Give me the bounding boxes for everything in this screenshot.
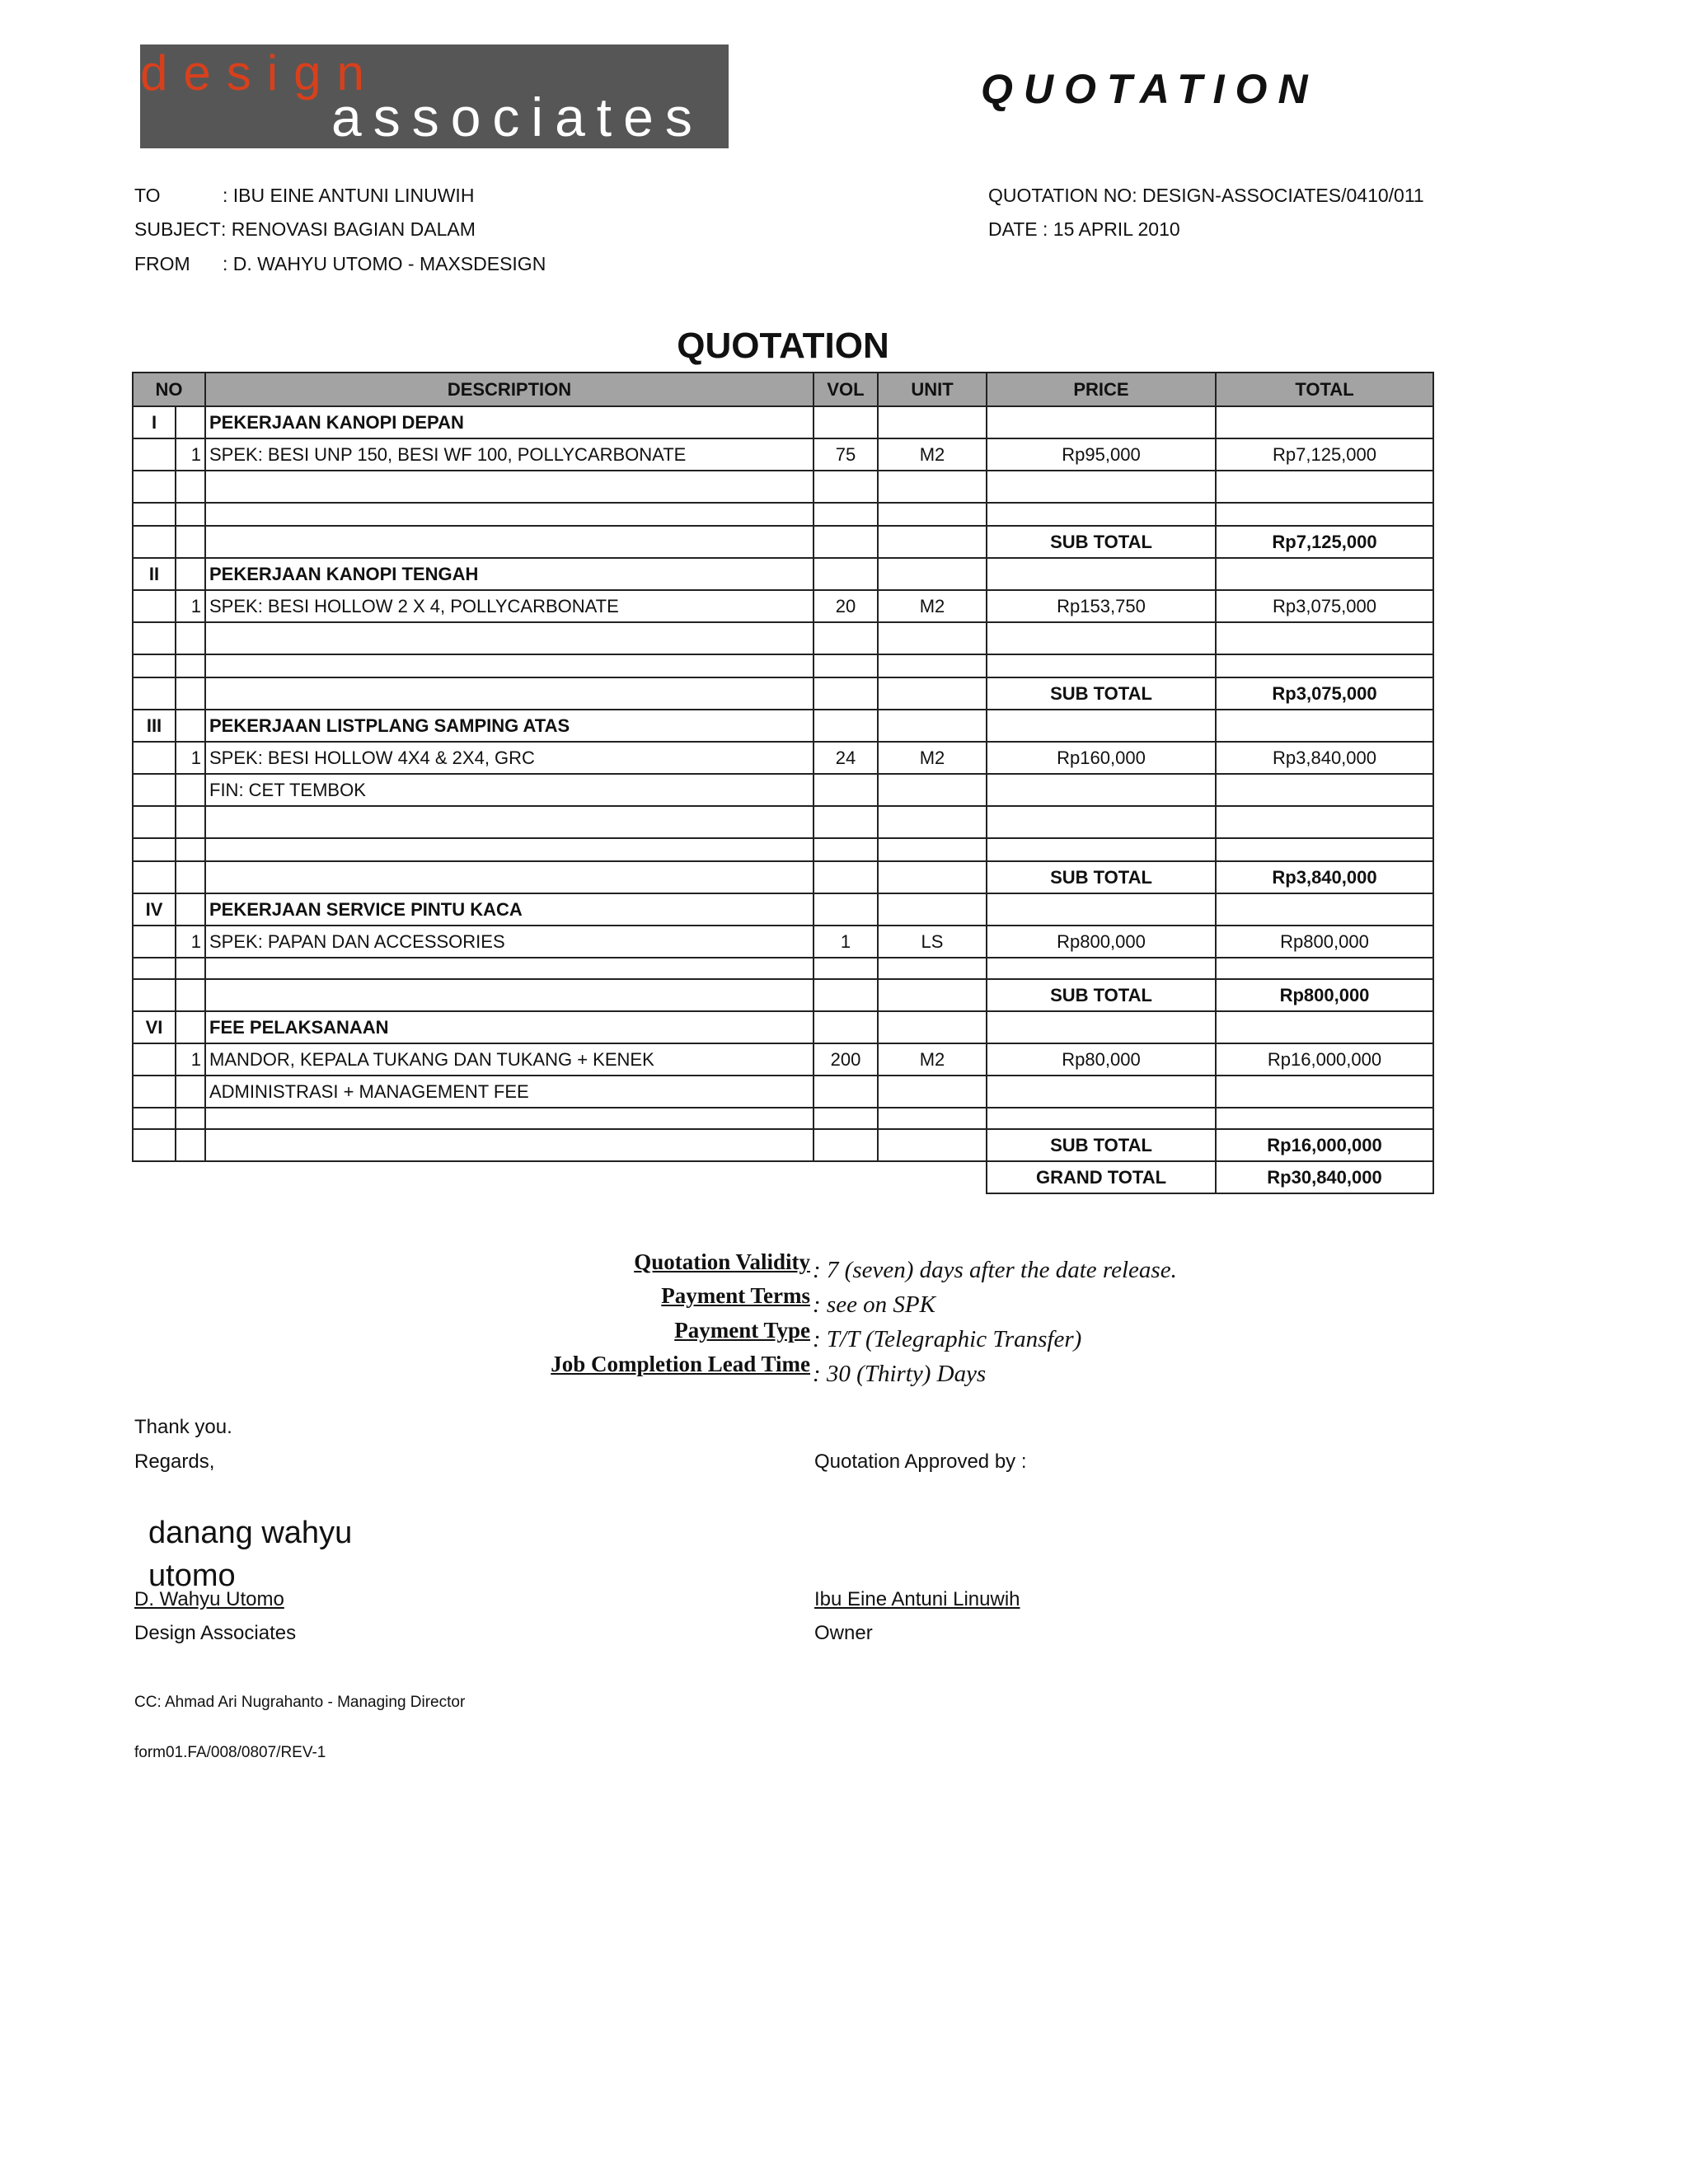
- item-description: SPEK: BESI HOLLOW 2 X 4, POLLYCARBONATE: [205, 590, 814, 622]
- item-description: SPEK: BESI UNP 150, BESI WF 100, POLLYCARBONATE: [205, 438, 814, 471]
- item-volume: 75: [814, 438, 878, 471]
- item-number: 1: [176, 438, 205, 471]
- section-title: PEKERJAAN KANOPI DEPAN: [205, 406, 814, 438]
- section-title: PEKERJAAN KANOPI TENGAH: [205, 558, 814, 590]
- subtotal-label: SUB TOTAL: [987, 861, 1216, 893]
- logo-word-design: design: [140, 45, 380, 101]
- item-number: 1: [176, 742, 205, 774]
- thank-you-text: Thank you.: [134, 1416, 232, 1438]
- grand-total-value: Rp30,840,000: [1216, 1161, 1433, 1193]
- subtotal-label: SUB TOTAL: [987, 526, 1216, 558]
- item-row: [133, 438, 1433, 471]
- empty-row: [133, 471, 1433, 503]
- section-title: FEE PELAKSANAAN: [205, 1011, 814, 1043]
- section-number: III: [133, 710, 176, 742]
- to-label: TO: [134, 185, 161, 206]
- item-volume: 200: [814, 1043, 878, 1076]
- item-detail-row: [133, 1076, 1433, 1108]
- section-row: [133, 558, 1433, 590]
- empty-row: [133, 503, 1433, 526]
- section-title: PEKERJAAN SERVICE PINTU KACA: [205, 893, 814, 926]
- item-total: Rp3,075,000: [1216, 590, 1433, 622]
- subtotal-label: SUB TOTAL: [987, 979, 1216, 1011]
- section-row: [133, 710, 1433, 742]
- empty-row: [133, 838, 1433, 861]
- subtotal-label: SUB TOTAL: [987, 677, 1216, 710]
- column-header-description: DESCRIPTION: [205, 373, 814, 406]
- subtotal-row: [133, 526, 1433, 558]
- item-extra-description: ADMINISTRASI + MANAGEMENT FEE: [205, 1076, 814, 1108]
- approver-name: Ibu Eine Antuni Linuwih: [814, 1588, 1020, 1610]
- column-header-no: NO: [133, 373, 205, 406]
- item-total: Rp800,000: [1216, 926, 1433, 958]
- subtotal-value: Rp800,000: [1216, 979, 1433, 1011]
- section-number: I: [133, 406, 176, 438]
- item-unit: M2: [878, 742, 987, 774]
- item-detail-row: [133, 774, 1433, 806]
- subtotal-value: Rp3,075,000: [1216, 677, 1433, 710]
- column-header-price: PRICE: [987, 373, 1216, 406]
- term-label-validity: Quotation Validity: [634, 1249, 810, 1274]
- empty-row: [133, 654, 1433, 677]
- to-value: : IBU EINE ANTUNI LINUWIH: [223, 185, 475, 206]
- item-total: Rp7,125,000: [1216, 438, 1433, 471]
- item-volume: 1: [814, 926, 878, 958]
- item-description: SPEK: BESI HOLLOW 4X4 & 2X4, GRC: [205, 742, 814, 774]
- subtotal-value: Rp7,125,000: [1216, 526, 1433, 558]
- term-value-payment-type: : T/T (Telegraphic Transfer): [813, 1326, 1082, 1352]
- section-number: IV: [133, 893, 176, 926]
- section-number: VI: [133, 1011, 176, 1043]
- term-label-lead-time: Job Completion Lead Time: [551, 1352, 810, 1376]
- section-title: PEKERJAAN LISTPLANG SAMPING ATAS: [205, 710, 814, 742]
- signature-text: danang wahyu utomo: [148, 1516, 353, 1593]
- item-price: Rp160,000: [987, 742, 1216, 774]
- section-row: [133, 1011, 1433, 1043]
- item-description: SPEK: PAPAN DAN ACCESSORIES: [205, 926, 814, 958]
- term-value-validity: : 7 (seven) days after the date release.: [813, 1257, 1177, 1283]
- section-row: [133, 893, 1433, 926]
- item-unit: M2: [878, 1043, 987, 1076]
- column-header-total: TOTAL: [1216, 373, 1433, 406]
- item-total: Rp16,000,000: [1216, 1043, 1433, 1076]
- subtotal-row: [133, 1129, 1433, 1161]
- item-number: 1: [176, 1043, 205, 1076]
- item-price: Rp95,000: [987, 438, 1216, 471]
- item-volume: 24: [814, 742, 878, 774]
- quotation-number: QUOTATION NO: DESIGN-ASSOCIATES/0410/011: [988, 185, 1424, 206]
- subject-label: SUBJECT: [134, 218, 221, 240]
- item-unit: M2: [878, 438, 987, 471]
- document-title: QUOTATION: [981, 66, 1319, 112]
- from-label: FROM: [134, 253, 190, 274]
- logo-word-associates: associates: [331, 87, 704, 148]
- table-header-row: [133, 373, 1433, 406]
- empty-row: [133, 1108, 1433, 1129]
- empty-row: [133, 958, 1433, 979]
- subject-value: : RENOVASI BAGIAN DALAM: [221, 218, 476, 240]
- empty-row: [133, 622, 1433, 654]
- sender-name: D. Wahyu Utomo: [134, 1588, 284, 1610]
- subtotal-row: [133, 677, 1433, 710]
- item-total: Rp3,840,000: [1216, 742, 1433, 774]
- quotation-date: DATE : 15 APRIL 2010: [988, 218, 1180, 240]
- column-header-vol: VOL: [814, 373, 878, 406]
- subtotal-row: [133, 979, 1433, 1011]
- item-price: Rp800,000: [987, 926, 1216, 958]
- term-label-payment-terms: Payment Terms: [661, 1283, 810, 1308]
- empty-row: [133, 806, 1433, 838]
- section-row: [133, 406, 1433, 438]
- company-logo: [140, 45, 729, 148]
- from-value: : D. WAHYU UTOMO - MAXSDESIGN: [223, 253, 546, 274]
- column-header-unit: UNIT: [878, 373, 987, 406]
- item-number: 1: [176, 926, 205, 958]
- subtotal-label: SUB TOTAL: [987, 1129, 1216, 1161]
- subtotal-value: Rp16,000,000: [1216, 1129, 1433, 1161]
- item-number: 1: [176, 590, 205, 622]
- item-price: Rp153,750: [987, 590, 1216, 622]
- term-value-lead-time: : 30 (Thirty) Days: [813, 1361, 987, 1387]
- quotation-table: [132, 372, 1434, 1194]
- cc-line: CC: Ahmad Ari Nugrahanto - Managing Director: [134, 1694, 466, 1711]
- item-row: [133, 926, 1433, 958]
- approved-by-label: Quotation Approved by :: [814, 1451, 1027, 1473]
- term-value-payment-terms: : see on SPK: [813, 1291, 935, 1318]
- item-unit: LS: [878, 926, 987, 958]
- subtotal-row: [133, 861, 1433, 893]
- approver-role: Owner: [814, 1622, 873, 1644]
- section-number: II: [133, 558, 176, 590]
- table-title: QUOTATION: [677, 326, 889, 366]
- item-price: Rp80,000: [987, 1043, 1216, 1076]
- term-label-payment-type: Payment Type: [674, 1318, 810, 1343]
- form-code: form01.FA/008/0807/REV-1: [134, 1744, 326, 1761]
- item-unit: M2: [878, 590, 987, 622]
- item-description: MANDOR, KEPALA TUKANG DAN TUKANG + KENEK: [205, 1043, 814, 1076]
- regards-text: Regards,: [134, 1451, 215, 1473]
- item-row: [133, 1043, 1433, 1076]
- subtotal-value: Rp3,840,000: [1216, 861, 1433, 893]
- item-row: [133, 742, 1433, 774]
- item-volume: 20: [814, 590, 878, 622]
- item-row: [133, 590, 1433, 622]
- sender-company: Design Associates: [134, 1622, 297, 1644]
- grand-total-label: GRAND TOTAL: [987, 1161, 1216, 1193]
- item-extra-description: FIN: CET TEMBOK: [205, 774, 814, 806]
- grand-total-row: [133, 1161, 1433, 1193]
